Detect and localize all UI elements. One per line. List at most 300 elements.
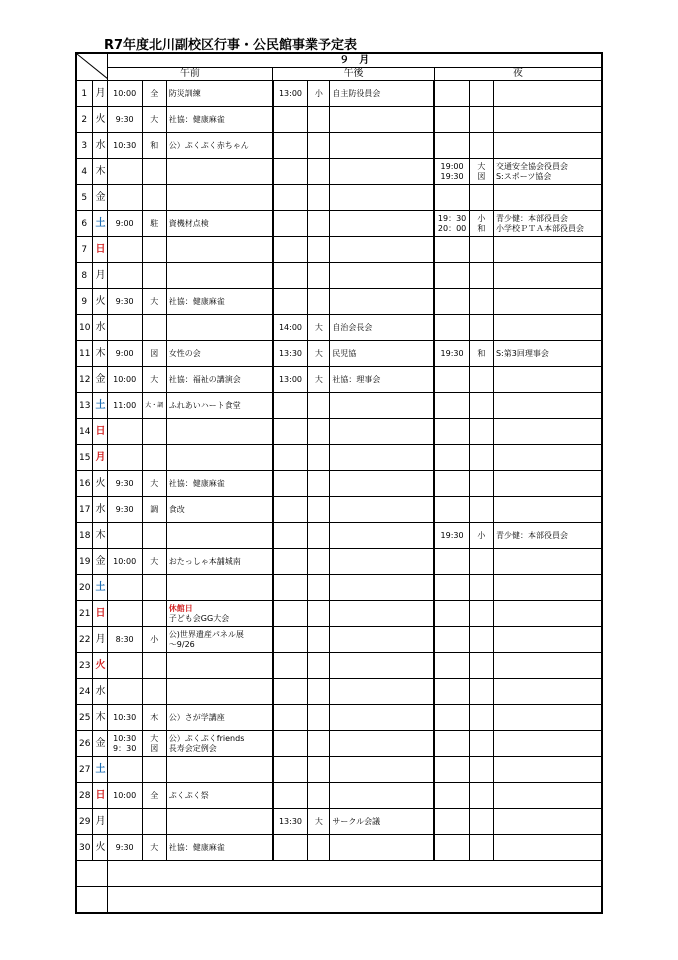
- am-place-cell: [142, 419, 166, 445]
- pm-time-cell: [273, 367, 308, 393]
- pm-event-cell: [330, 81, 434, 107]
- night-place-cell: [469, 523, 493, 549]
- pm-event-cell: [330, 107, 434, 133]
- am-place-2: 図: [150, 743, 159, 753]
- pm-place-cell: [308, 757, 330, 783]
- am-time-cell: [107, 575, 142, 601]
- pm-time-cell: [273, 731, 308, 757]
- day-row: [76, 237, 602, 263]
- am-event: 資機材点検: [168, 218, 209, 228]
- day-number: 4: [76, 159, 92, 185]
- night-place-cell: [469, 107, 493, 133]
- night-event-cell: [493, 289, 602, 315]
- am-event: 社協：福祉の講演会: [168, 374, 241, 384]
- am-event-cell: [166, 237, 272, 263]
- night-place: 小: [477, 530, 486, 540]
- night-place-cell: [469, 133, 493, 159]
- day-number: 15: [76, 445, 92, 471]
- am-time-cell: [107, 523, 142, 549]
- am-time-cell: [107, 159, 142, 185]
- weekday: 月: [92, 627, 107, 653]
- night-place-cell: [469, 653, 493, 679]
- pm-place-cell: [308, 783, 330, 809]
- night-event-cell: [493, 133, 602, 159]
- night-time-cell: [434, 315, 469, 341]
- am-event: 社協：健康麻雀: [168, 842, 225, 852]
- weekday: 土: [92, 393, 107, 419]
- pm-time-cell: [273, 81, 308, 107]
- am-place-cell: [142, 601, 166, 627]
- am-time-cell: [107, 211, 142, 237]
- pm-event-cell: [330, 679, 434, 705]
- am-time-cell: [107, 237, 142, 263]
- am-place-cell: [142, 575, 166, 601]
- am-event-cell: [166, 575, 272, 601]
- am-event: 公)世界遺産パネル展: [168, 629, 244, 639]
- pm-event-cell: [330, 523, 434, 549]
- am-event: 社協：健康麻雀: [168, 114, 225, 124]
- pm-place-cell: [308, 627, 330, 653]
- pm-time-cell: [273, 341, 308, 367]
- pm-time-cell: [273, 653, 308, 679]
- night-event-cell: [493, 159, 602, 185]
- am-place-cell: [142, 679, 166, 705]
- am-place-cell: [142, 133, 166, 159]
- night-time-cell: [434, 783, 469, 809]
- pm-place-cell: [308, 393, 330, 419]
- am-time: 10:00: [113, 556, 137, 566]
- weekday: 木: [92, 523, 107, 549]
- pm-time-cell: [273, 315, 308, 341]
- pm-time-cell: [273, 523, 308, 549]
- night-event-cell: [493, 809, 602, 835]
- am-event: 休館日: [168, 603, 193, 613]
- night-time-cell: [434, 393, 469, 419]
- night-event-cell: [493, 107, 602, 133]
- night-time: 19:30: [440, 348, 464, 358]
- pm-event-cell: [330, 393, 434, 419]
- pm-place-cell: [308, 367, 330, 393]
- am-time: 9:30: [115, 478, 134, 488]
- am-place-cell: [142, 341, 166, 367]
- day-row: [76, 575, 602, 601]
- night-time-cell: [434, 107, 469, 133]
- pm-time-cell: [273, 835, 308, 861]
- am-place-cell: [142, 549, 166, 575]
- am-place: 全: [150, 88, 159, 98]
- pm-event-cell: [330, 601, 434, 627]
- night-event-cell: [493, 81, 602, 107]
- pm-place-cell: [308, 263, 330, 289]
- weekday: 月: [92, 445, 107, 471]
- am-time-cell: [107, 783, 142, 809]
- am-event-2: 子ども会GG大会: [168, 613, 230, 623]
- night-time-cell: [434, 679, 469, 705]
- am-place: 大: [150, 733, 159, 743]
- day-row: [76, 705, 602, 731]
- pm-event-cell: [330, 705, 434, 731]
- am-place-cell: [142, 445, 166, 471]
- night-place-cell: [469, 731, 493, 757]
- pm-place-cell: [308, 731, 330, 757]
- pm-event-cell: [330, 471, 434, 497]
- period-header-pm: 午後: [273, 68, 435, 81]
- pm-time: 13:00: [278, 374, 303, 384]
- night-time-cell: [434, 731, 469, 757]
- am-time: 10:30: [113, 733, 137, 743]
- night-place-cell: [469, 757, 493, 783]
- night-event-cell: [493, 731, 602, 757]
- day-number: 28: [76, 783, 92, 809]
- am-time: 9:30: [115, 842, 134, 852]
- am-event-cell: [166, 731, 272, 757]
- weekday: 金: [92, 549, 107, 575]
- pm-time-cell: [273, 601, 308, 627]
- pm-place-cell: [308, 237, 330, 263]
- night-place-2: 和: [477, 223, 486, 233]
- am-event-cell: [166, 445, 272, 471]
- weekday: 日: [92, 419, 107, 445]
- pm-place-cell: [308, 835, 330, 861]
- am-event: 防災訓練: [168, 88, 201, 98]
- night-time-cell: [434, 497, 469, 523]
- am-event-cell: [166, 289, 272, 315]
- night-time-cell: [434, 549, 469, 575]
- pm-event-cell: [330, 497, 434, 523]
- am-place-cell: [142, 289, 166, 315]
- day-number: 19: [76, 549, 92, 575]
- am-event: おたっしゃ本舗城南: [168, 556, 241, 566]
- am-place-cell: [142, 731, 166, 757]
- night-time-cell: [434, 653, 469, 679]
- am-time-cell: [107, 497, 142, 523]
- period-header-night: 夜: [434, 68, 602, 81]
- night-place-cell: [469, 445, 493, 471]
- am-time-cell: [107, 419, 142, 445]
- pm-event-cell: [330, 653, 434, 679]
- night-place-cell: [469, 601, 493, 627]
- pm-time-cell: [273, 237, 308, 263]
- weekday: 土: [92, 575, 107, 601]
- schedule-table: [75, 52, 603, 914]
- night-event-cell: [493, 653, 602, 679]
- night-place-cell: [469, 289, 493, 315]
- pm-place-cell: [308, 575, 330, 601]
- pm-time-cell: [273, 393, 308, 419]
- pm-place: 大: [314, 816, 323, 826]
- am-time-cell: [107, 445, 142, 471]
- am-place-cell: [142, 185, 166, 211]
- am-time-cell: [107, 809, 142, 835]
- day-number: 29: [76, 809, 92, 835]
- pm-event-cell: [330, 809, 434, 835]
- am-place-cell: [142, 211, 166, 237]
- weekday: 月: [92, 263, 107, 289]
- am-place-cell: [142, 471, 166, 497]
- weekday: 火: [92, 835, 107, 861]
- am-event: 公）ぷくぷく赤ちゃん: [168, 140, 249, 150]
- weekday: 月: [92, 809, 107, 835]
- night-place-cell: [469, 705, 493, 731]
- am-event-cell: [166, 497, 272, 523]
- day-row: [76, 263, 602, 289]
- am-time-cell: [107, 185, 142, 211]
- night-time-cell: [434, 575, 469, 601]
- night-place-cell: [469, 185, 493, 211]
- am-time-cell: [107, 653, 142, 679]
- am-time-2: 9：30: [113, 743, 137, 753]
- night-event-2: 小学校ＰＴＡ本部役員会: [495, 223, 584, 233]
- day-row: [76, 445, 602, 471]
- day-row: [76, 497, 602, 523]
- diagonal-line: [77, 54, 107, 79]
- day-number: 7: [76, 237, 92, 263]
- am-time: 9:30: [115, 504, 134, 514]
- pm-place-cell: [308, 523, 330, 549]
- am-time-cell: [107, 757, 142, 783]
- night-time-cell: [434, 263, 469, 289]
- am-event-cell: [166, 133, 272, 159]
- weekday: 土: [92, 757, 107, 783]
- am-event-cell: [166, 393, 272, 419]
- am-event-cell: [166, 315, 272, 341]
- day-number: 17: [76, 497, 92, 523]
- night-place: 小: [477, 213, 486, 223]
- pm-place-cell: [308, 211, 330, 237]
- day-number: 5: [76, 185, 92, 211]
- day-row: [76, 471, 602, 497]
- am-event: 食改: [168, 504, 185, 514]
- night-place-cell: [469, 627, 493, 653]
- am-time: 9:30: [115, 114, 134, 124]
- day-row: [76, 627, 602, 653]
- am-time-cell: [107, 289, 142, 315]
- pm-time-cell: [273, 419, 308, 445]
- am-event: ぷくぷく祭: [168, 790, 209, 800]
- blank-cell: [107, 887, 602, 914]
- am-time-cell: [107, 367, 142, 393]
- am-place-cell: [142, 263, 166, 289]
- am-event-cell: [166, 601, 272, 627]
- day-row: [76, 679, 602, 705]
- day-row: [76, 835, 602, 861]
- pm-time-cell: [273, 159, 308, 185]
- am-event-cell: [166, 523, 272, 549]
- am-time: 10:30: [113, 140, 137, 150]
- pm-time: 13:00: [278, 88, 303, 98]
- pm-time-cell: [273, 289, 308, 315]
- night-place-cell: [469, 237, 493, 263]
- day-row: [76, 809, 602, 835]
- night-time-cell: [434, 341, 469, 367]
- night-time-cell: [434, 523, 469, 549]
- am-time-cell: [107, 731, 142, 757]
- day-number: 30: [76, 835, 92, 861]
- pm-time-cell: [273, 497, 308, 523]
- am-event-cell: [166, 367, 272, 393]
- am-place-cell: [142, 107, 166, 133]
- night-time-cell: [434, 419, 469, 445]
- pm-place-cell: [308, 185, 330, 211]
- pm-event-cell: [330, 159, 434, 185]
- pm-event-cell: [330, 185, 434, 211]
- night-place: 和: [477, 348, 486, 358]
- pm-time-cell: [273, 549, 308, 575]
- am-place-cell: [142, 835, 166, 861]
- night-event-2: S:スポーツ協会: [495, 171, 552, 181]
- day-row: [76, 211, 602, 237]
- am-event-2: 長寿会定例会: [168, 743, 217, 753]
- night-place-cell: [469, 835, 493, 861]
- day-row: [76, 783, 602, 809]
- night-time-cell: [434, 185, 469, 211]
- day-row: [76, 81, 602, 107]
- pm-time-cell: [273, 783, 308, 809]
- am-time-cell: [107, 393, 142, 419]
- am-time-cell: [107, 835, 142, 861]
- pm-place-cell: [308, 419, 330, 445]
- weekday: 日: [92, 237, 107, 263]
- day-row: [76, 731, 602, 757]
- pm-place: 大: [314, 322, 323, 332]
- day-number: 20: [76, 575, 92, 601]
- am-time-cell: [107, 133, 142, 159]
- night-time: 19:30: [440, 530, 464, 540]
- am-event-cell: [166, 653, 272, 679]
- night-event-cell: [493, 523, 602, 549]
- night-time-cell: [434, 601, 469, 627]
- am-event-cell: [166, 705, 272, 731]
- blank-cell: [76, 887, 107, 914]
- day-number: 25: [76, 705, 92, 731]
- pm-place-cell: [308, 549, 330, 575]
- am-place-cell: [142, 627, 166, 653]
- day-row: [76, 653, 602, 679]
- weekday: 金: [92, 731, 107, 757]
- day-row: [76, 367, 602, 393]
- day-row: [76, 523, 602, 549]
- am-place-cell: [142, 705, 166, 731]
- am-place-cell: [142, 159, 166, 185]
- am-event-cell: [166, 263, 272, 289]
- night-place-cell: [469, 471, 493, 497]
- pm-event-cell: [330, 315, 434, 341]
- pm-place-cell: [308, 679, 330, 705]
- weekday: 木: [92, 705, 107, 731]
- pm-event: 自主防役員会: [332, 88, 381, 98]
- weekday: 金: [92, 367, 107, 393]
- blank-row: [76, 861, 602, 887]
- night-time-cell: [434, 133, 469, 159]
- pm-event-cell: [330, 627, 434, 653]
- night-place-cell: [469, 575, 493, 601]
- pm-time-cell: [273, 627, 308, 653]
- pm-event-cell: [330, 783, 434, 809]
- day-row: [76, 289, 602, 315]
- am-time-cell: [107, 471, 142, 497]
- am-place: 大: [150, 114, 159, 124]
- weekday: 木: [92, 341, 107, 367]
- night-time-cell: [434, 627, 469, 653]
- night-event-cell: [493, 549, 602, 575]
- pm-time-cell: [273, 211, 308, 237]
- pm-event-cell: [330, 237, 434, 263]
- pm-time-cell: [273, 679, 308, 705]
- pm-time: 13:30: [278, 348, 303, 358]
- night-event: 青少健：本部役員会: [495, 213, 568, 223]
- am-place-cell: [142, 237, 166, 263]
- night-event: 交通安全協会役員会: [495, 161, 568, 171]
- am-place-cell: [142, 783, 166, 809]
- pm-place-cell: [308, 107, 330, 133]
- pm-event: サークル会議: [332, 816, 381, 826]
- day-row: [76, 419, 602, 445]
- pm-time-cell: [273, 575, 308, 601]
- day-row: [76, 341, 602, 367]
- pm-place-cell: [308, 159, 330, 185]
- night-place-cell: [469, 497, 493, 523]
- am-event-cell: [166, 419, 272, 445]
- am-event: 社協：健康麻雀: [168, 478, 225, 488]
- pm-place-cell: [308, 341, 330, 367]
- weekday: 火: [92, 653, 107, 679]
- day-number: 13: [76, 393, 92, 419]
- pm-event-cell: [330, 419, 434, 445]
- am-place: 小: [150, 634, 159, 644]
- night-time-cell: [434, 809, 469, 835]
- night-time: 19：30: [437, 213, 467, 223]
- am-event: ふれあいハート食堂: [168, 400, 241, 410]
- day-number: 12: [76, 367, 92, 393]
- am-event-cell: [166, 81, 272, 107]
- day-row: [76, 133, 602, 159]
- night-event-cell: [493, 445, 602, 471]
- am-event-cell: [166, 783, 272, 809]
- night-place-cell: [469, 81, 493, 107]
- night-place-cell: [469, 393, 493, 419]
- night-time-cell: [434, 81, 469, 107]
- pm-event-cell: [330, 367, 434, 393]
- am-event: 公）さが学講座: [168, 712, 225, 722]
- day-number: 8: [76, 263, 92, 289]
- pm-place: 小: [314, 88, 323, 98]
- pm-time: 14:00: [278, 322, 303, 332]
- am-place: 木: [150, 712, 159, 722]
- am-place-cell: [142, 523, 166, 549]
- day-number: 1: [76, 81, 92, 107]
- blank-row: [76, 887, 602, 914]
- pm-event: 民児協: [332, 348, 357, 358]
- am-place: 大・調: [145, 401, 164, 409]
- am-event-cell: [166, 341, 272, 367]
- day-number: 2: [76, 107, 92, 133]
- am-place-cell: [142, 653, 166, 679]
- night-event-cell: [493, 835, 602, 861]
- am-time-cell: [107, 107, 142, 133]
- night-event-cell: [493, 315, 602, 341]
- pm-place-cell: [308, 471, 330, 497]
- am-event-cell: [166, 757, 272, 783]
- am-place-cell: [142, 315, 166, 341]
- night-event-cell: [493, 341, 602, 367]
- pm-place-cell: [308, 445, 330, 471]
- pm-place: 大: [314, 348, 323, 358]
- am-place: 和: [150, 140, 159, 150]
- night-place-cell: [469, 367, 493, 393]
- blank-cell: [76, 861, 107, 887]
- weekday: 水: [92, 315, 107, 341]
- day-number: 27: [76, 757, 92, 783]
